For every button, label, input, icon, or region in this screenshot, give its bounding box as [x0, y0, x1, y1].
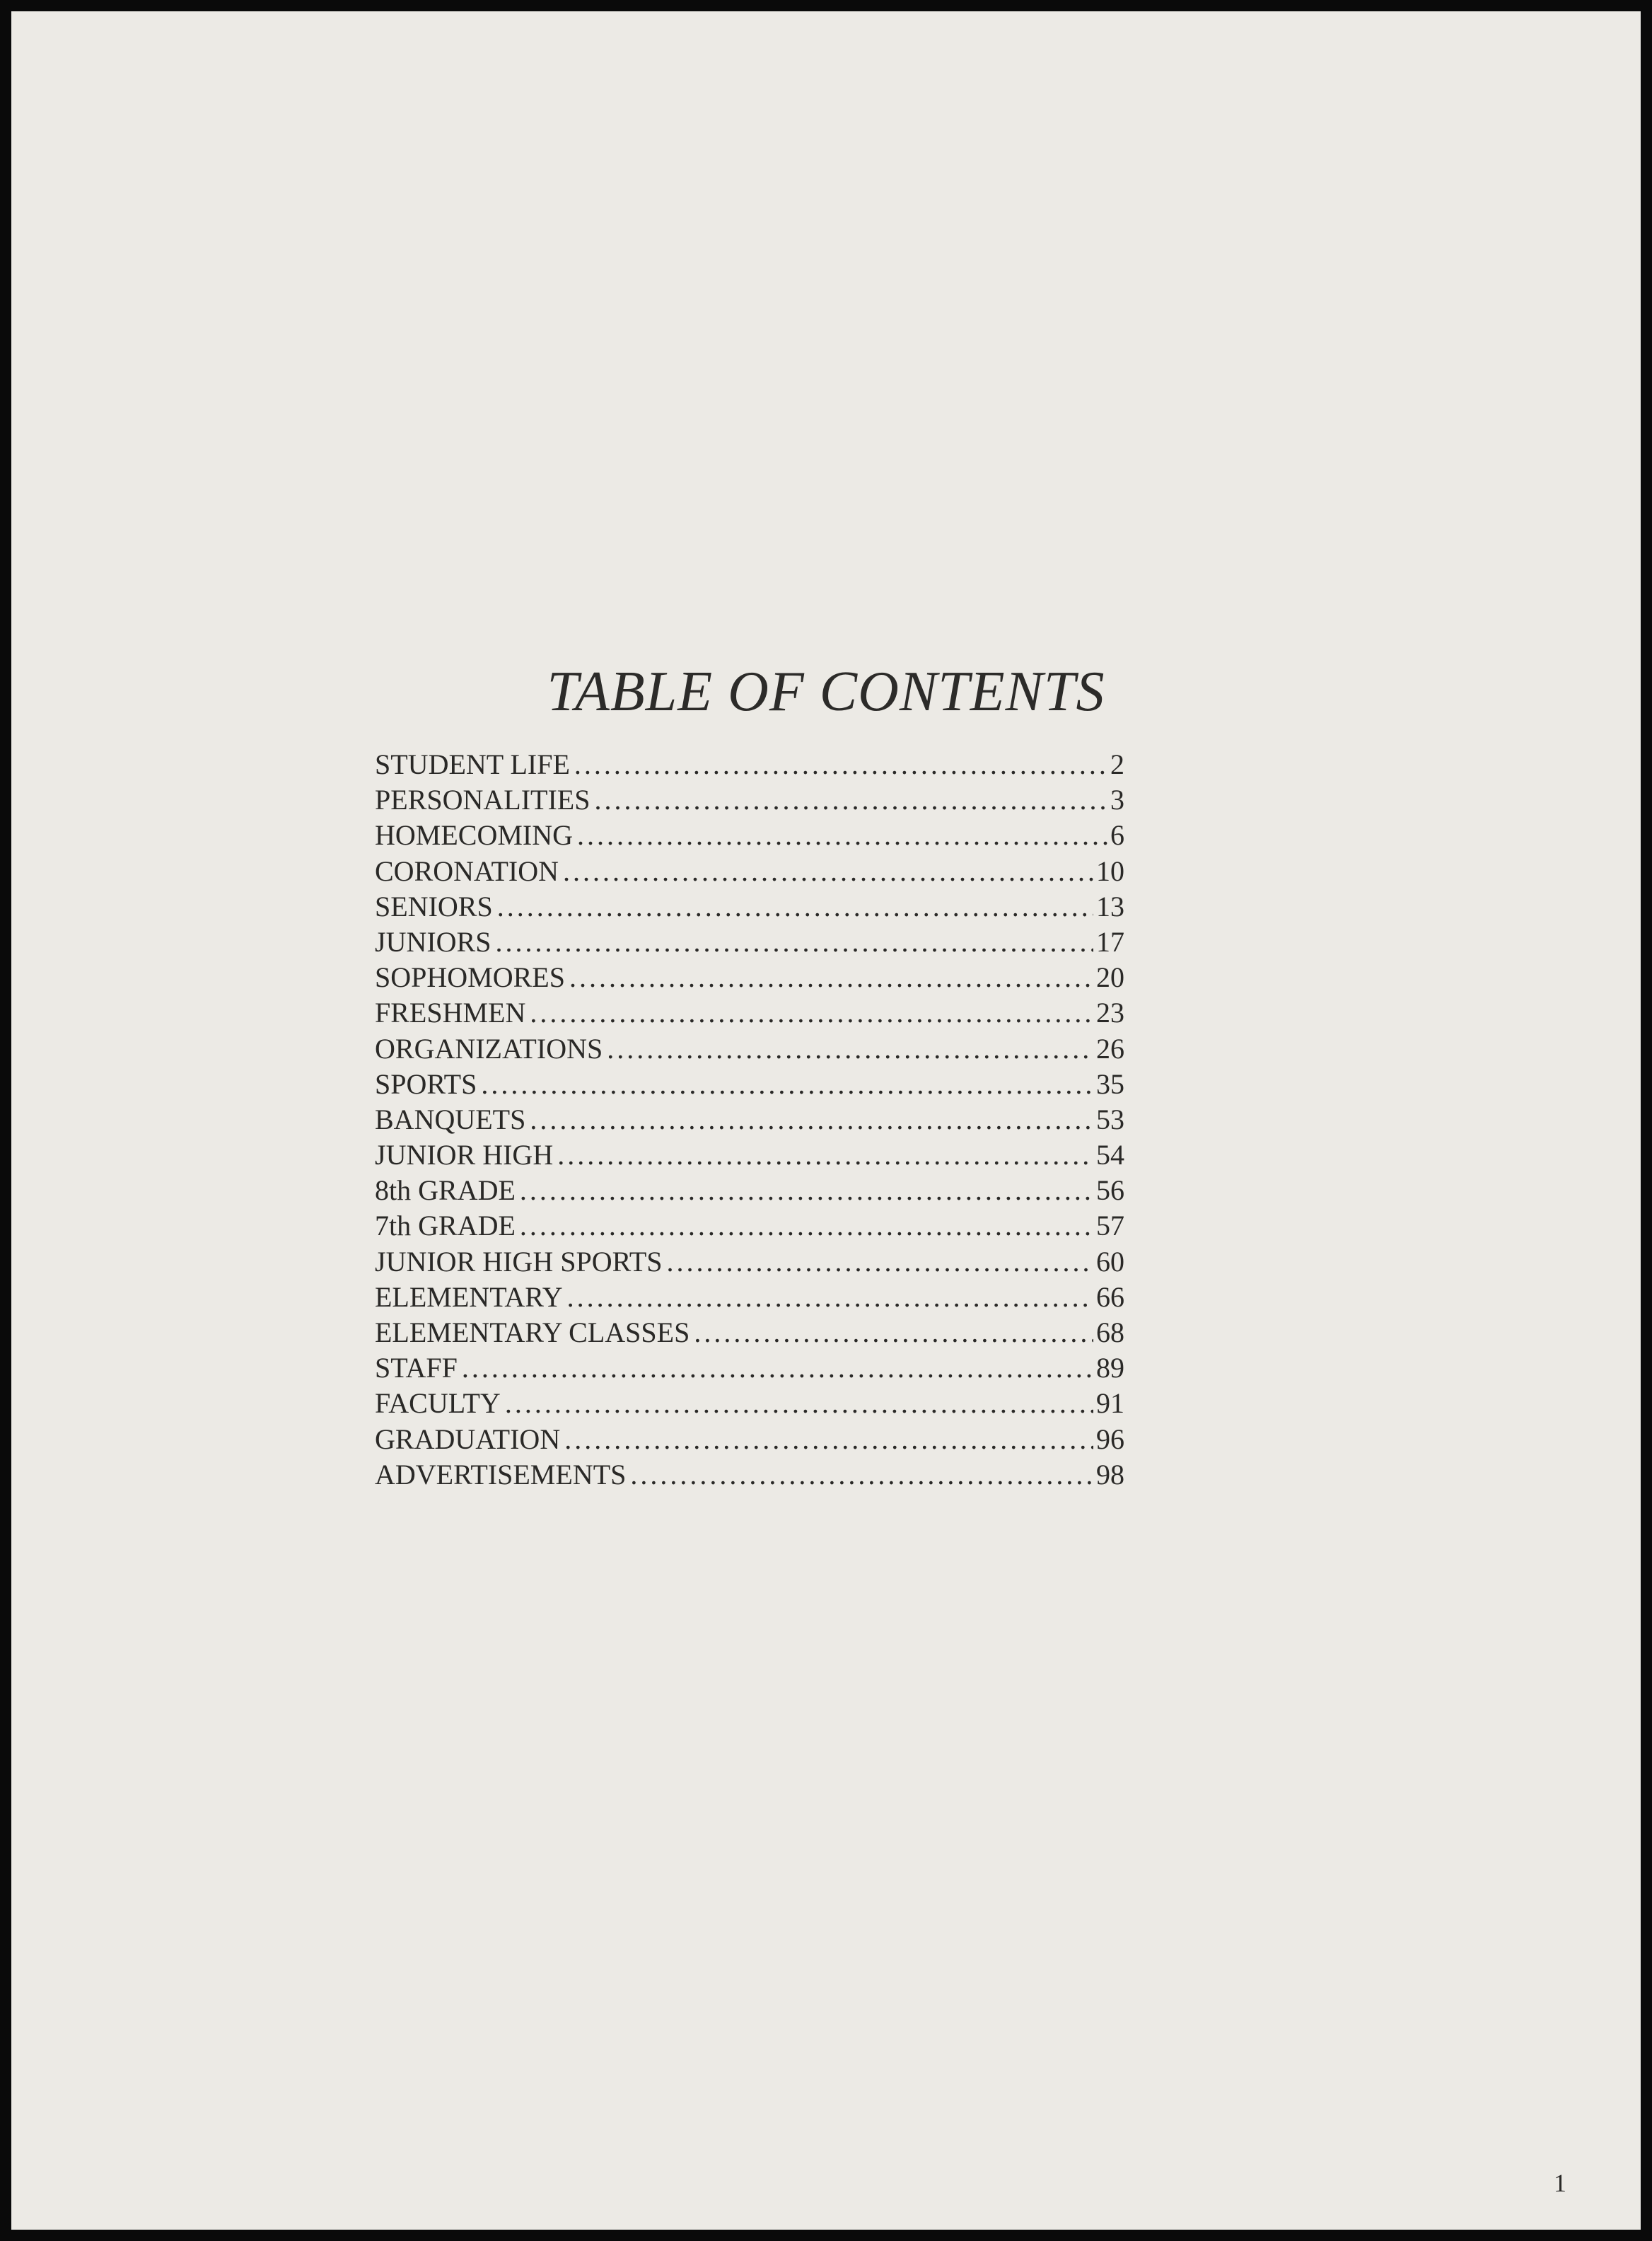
- toc-entry-page: 6: [1110, 819, 1124, 852]
- toc-entry: [375, 747, 1124, 782]
- toc-entry: [375, 1422, 1124, 1457]
- toc-entry-page: 66: [1096, 1280, 1124, 1313]
- toc-entry-label: BANQUETS: [375, 1103, 526, 1135]
- dot-leader: [577, 818, 1107, 853]
- toc-entry: [375, 1315, 1124, 1350]
- toc-entry-label: STUDENT LIFE: [375, 748, 570, 780]
- toc-entry-page: 54: [1096, 1139, 1124, 1171]
- toc-entry: [375, 1208, 1124, 1244]
- toc-entry: [375, 960, 1124, 995]
- toc-entry-page: 96: [1096, 1423, 1124, 1455]
- toc-entry-label: 7th GRADE: [375, 1210, 516, 1242]
- toc-entry-label: 8th GRADE: [375, 1174, 516, 1207]
- page-number: 1: [1554, 2169, 1566, 2197]
- toc-entry-label: GRADUATION: [375, 1423, 561, 1455]
- dot-leader: [630, 1457, 1093, 1493]
- toc-entry-label: SOPHOMORES: [375, 961, 565, 994]
- toc-entry: [375, 1350, 1124, 1386]
- toc-entry-label: PERSONALITIES: [375, 784, 591, 816]
- toc-entry-page: 98: [1096, 1458, 1124, 1490]
- dot-leader: [564, 1422, 1093, 1457]
- toc-entry-page: 53: [1096, 1103, 1124, 1135]
- dot-leader: [574, 747, 1107, 782]
- toc-entry-page: 2: [1110, 748, 1124, 780]
- dot-leader: [530, 1102, 1093, 1137]
- toc-entry: [375, 889, 1124, 925]
- toc-entry: [375, 818, 1124, 853]
- toc-entry: [375, 854, 1124, 889]
- toc-entry-label: SENIORS: [375, 890, 493, 922]
- dot-leader: [462, 1350, 1093, 1386]
- toc-entry-label: JUNIORS: [375, 925, 491, 958]
- toc-entry-page: 35: [1096, 1067, 1124, 1100]
- toc-entry: [375, 925, 1124, 960]
- toc-entry-page: 23: [1096, 997, 1124, 1029]
- dot-leader: [505, 1386, 1093, 1421]
- dot-leader: [520, 1208, 1093, 1244]
- toc-entry-label: CORONATION: [375, 855, 559, 887]
- dot-leader: [607, 1031, 1093, 1067]
- dot-leader: [563, 854, 1093, 889]
- dot-leader: [481, 1067, 1093, 1102]
- table-of-contents: [375, 747, 1124, 1493]
- toc-entry-label: ELEMENTARY CLASSES: [375, 1316, 690, 1348]
- toc-entry-label: ORGANIZATIONS: [375, 1032, 603, 1065]
- toc-entry-label: ADVERTISEMENTS: [375, 1458, 627, 1490]
- page-title: TABLE OF CONTENTS: [547, 661, 1105, 723]
- toc-entry-label: FACULTY: [375, 1387, 501, 1420]
- dot-leader: [495, 925, 1093, 960]
- document-page: [11, 11, 1641, 2230]
- toc-entry-label: ELEMENTARY: [375, 1280, 563, 1313]
- toc-entry: [375, 782, 1124, 818]
- toc-entry-label: SPORTS: [375, 1067, 477, 1100]
- toc-entry: [375, 1386, 1124, 1421]
- toc-entry-page: 68: [1096, 1316, 1124, 1348]
- dot-leader: [520, 1173, 1093, 1208]
- dot-leader: [569, 960, 1093, 995]
- toc-entry: [375, 1102, 1124, 1137]
- toc-entry-label: HOMECOMING: [375, 819, 573, 852]
- dot-leader: [594, 782, 1107, 818]
- toc-entry-label: JUNIOR HIGH SPORTS: [375, 1245, 663, 1278]
- toc-entry-label: STAFF: [375, 1352, 458, 1384]
- toc-entry-label: FRESHMEN: [375, 997, 526, 1029]
- dot-leader: [694, 1315, 1093, 1350]
- toc-entry-page: 60: [1096, 1245, 1124, 1278]
- toc-entry: [375, 1173, 1124, 1208]
- dot-leader: [567, 1280, 1093, 1315]
- toc-entry-page: 26: [1096, 1032, 1124, 1065]
- toc-entry-page: 91: [1096, 1387, 1124, 1420]
- toc-entry-page: 13: [1096, 890, 1124, 922]
- toc-entry-page: 56: [1096, 1174, 1124, 1207]
- toc-entry-page: 17: [1096, 925, 1124, 958]
- dot-leader: [497, 889, 1093, 925]
- toc-entry-label: JUNIOR HIGH: [375, 1139, 554, 1171]
- toc-entry-page: 3: [1110, 784, 1124, 816]
- dot-leader: [557, 1137, 1093, 1173]
- toc-entry: [375, 1067, 1124, 1102]
- toc-entry: [375, 1244, 1124, 1280]
- toc-entry-page: 10: [1096, 855, 1124, 887]
- toc-entry-page: 20: [1096, 961, 1124, 994]
- toc-entry: [375, 995, 1124, 1031]
- dot-leader: [667, 1244, 1093, 1280]
- toc-entry: [375, 1457, 1124, 1493]
- toc-entry: [375, 1280, 1124, 1315]
- toc-entry-page: 57: [1096, 1210, 1124, 1242]
- toc-entry-page: 89: [1096, 1352, 1124, 1384]
- dot-leader: [530, 995, 1093, 1031]
- toc-entry: [375, 1137, 1124, 1173]
- toc-entry: [375, 1031, 1124, 1067]
